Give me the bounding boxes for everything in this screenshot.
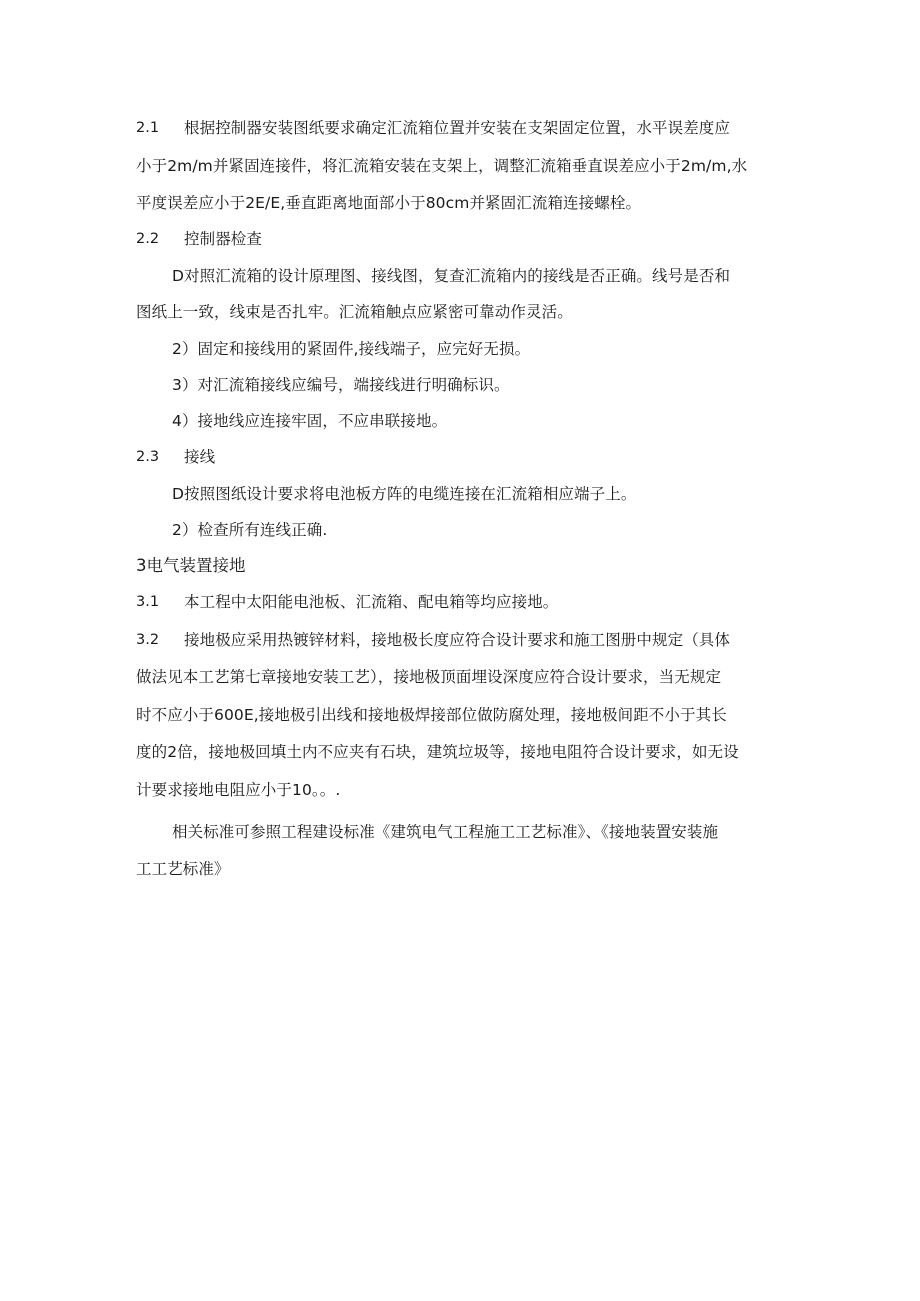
section-2-3-title: 接线 (184, 448, 216, 466)
section-2-1-line-1: 根据控制器安装图纸要求确定汇流箱位置并安装在支架固定位置，水平误差度应 (184, 119, 731, 137)
section-2-2-title: 控制器检查 (184, 230, 263, 248)
section-2-2-number: 2.2 (136, 231, 160, 247)
section-3-2-number: 3.2 (136, 632, 160, 648)
section-3-1-text: 本工程中太阳能电池板、汇流箱、配电箱等均应接地。 (184, 593, 559, 611)
section-2-1-line-2: 小于2m∕m并紧固连接件，将汇流箱安装在支架上，调整汇流箱垂直误差应小于2m∕m,水 (136, 157, 748, 175)
section-3-2-line-4: 度的2倍，接地极回填土内不应夹有石块，建筑垃圾等，接地电阻符合设计要求，如无设 (136, 743, 739, 761)
section-3-2-line-3: 时不应小于600E,接地极引出线和接地极焊接部位做防腐处理，接地极间距不小于其长 (136, 706, 727, 724)
section-2-3-number: 2.3 (136, 449, 160, 465)
section-2-1-number: 2.1 (136, 120, 160, 136)
section-2-2-item-1-line-2: 图纸上一致，线束是否扎牢。汇流箱触点应紧密可靠动作灵活。 (136, 303, 573, 321)
closing-line-1: 相关标准可参照工程建设标准《建筑电气工程施工工艺标准》、《接地装置安装施 (172, 823, 719, 841)
section-3-1-number: 3.1 (136, 594, 160, 610)
section-2-3-item-2: 2）检查所有连线正确. (172, 521, 328, 539)
section-2-1-line-3: 平度误差应小于2E∕E,垂直距离地面部小于80cm并紧固汇流箱连接螺栓。 (136, 194, 642, 212)
section-2-2-item-4: 4）接地线应连接牢固，不应串联接地。 (172, 412, 448, 430)
section-3-2-line-2: 做法见本工艺第七章接地安装工艺），接地极顶面埋设深度应符合设计要求，当无规定 (136, 668, 722, 686)
section-2-2-item-2: 2）固定和接线用的紧固件,接线端子，应完好无损。 (172, 340, 531, 358)
section-2-3-item-1: D按照图纸设计要求将电池板方阵的电缆连接在汇流箱相应端子上。 (172, 485, 637, 503)
section-3-2-line-1: 接地极应采用热镀锌材料，接地极长度应符合设计要求和施工图册中规定（具体 (184, 631, 731, 649)
section-3-heading: 3电气装置接地 (136, 556, 246, 575)
closing-line-2: 工工艺标准》 (136, 860, 230, 878)
section-2-2-item-1-line-1: D对照汇流箱的设计原理图、接线图，复查汇流箱内的接线是否正确。线号是否和 (172, 267, 731, 285)
section-3-2-line-5: 计要求接地电阻应小于10。。. (136, 781, 341, 799)
section-2-2-item-3: 3）对汇流箱接线应编号，端接线进行明确标识。 (172, 376, 510, 394)
